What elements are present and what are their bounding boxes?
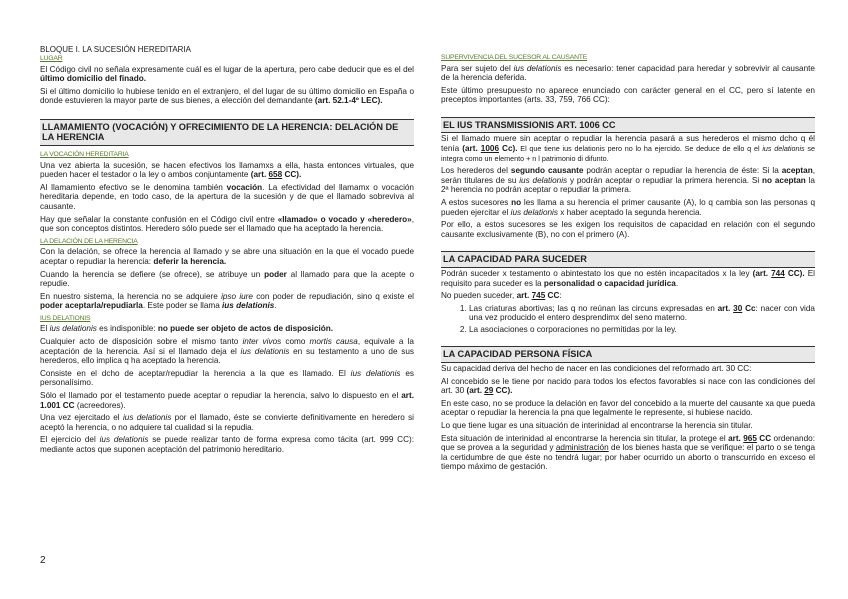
paragraph: El Código civil no señala expresamente cuál es el lugar de la apertura, pero cabe deducir que es el del último domicilio del finado. [40, 64, 414, 84]
paragraph: Por ello, a estos sucesores se les exigen los requisitos de capacidad en relación con el segundo causante exclusivamente (B), no con el primero (A). [441, 220, 815, 239]
list-item: 1. Las criaturas abortivas; las q no reúnan las circuns expresadas en art. 30 Cc: nacer con vida una vez producido el entero desprendimx del seno materno. [469, 304, 815, 323]
list-item: 2. La asociaciones o corporaciones no permitidas por la ley. [469, 325, 815, 335]
paragraph: Los herederos del segundo causante podrán aceptar o repudiar la herencia de éste: Si la aceptan, serán titulares de su ius delationis y podrán aceptar o repudiar la primera herencia. Si no aceptan la 2ª herencia no podrán aceptar o repudiar la primera. [441, 166, 815, 195]
paragraph: Este último presupuesto no aparece enunciado con carácter general en el CC, pero sí latente en preceptos importantes (arts. 33, 759, 766 CC): [441, 85, 815, 105]
paragraph: Su capacidad deriva del hecho de nacer en las condiciones del reformado art. 30 CC: [441, 363, 752, 373]
paragraph: Para ser sujeto del ius delationis es necesario: tener capacidad para heredar y sobrevivir al causante de la herencia deferida. [441, 63, 815, 83]
paragraph: Al concebido se le tiene por nacido para todos los efectos favorables si nace con las condiciones del art. 30 (art. 29 CC). [441, 376, 815, 396]
paragraph: No pueden suceder, art. 745 CC: [441, 291, 562, 301]
section-box-ius-transmissionis: EL IUS TRANSMISSIONIS ART. 1006 CC [441, 117, 815, 134]
page-number: 2 [40, 555, 46, 566]
paragraph: Sólo el llamado por el testamento puede aceptar o repudiar la herencia, salvo lo dispuesto en el art. 1.001 CC (acreedores). [40, 391, 414, 410]
paragraph: Hay que señalar la constante confusión en el Código civil entre «llamado» o vocado y «heredero», que son conceptos distintos. Heredero sólo puede ser el llamado que ha aceptado la herencia. [40, 214, 414, 234]
paragraph: Podrán suceder x testamento o abintestato los que no estén incapacitados x la ley (art. 744 CC). El requisito para suceder es la personalidad o capacidad jurídica. [441, 268, 815, 288]
paragraph: Cualquier acto de disposición sobre el mismo tanto inter vivos como mortis causa, equivale a la aceptación de la herencia. Así si el llamado deja el ius delationis en su testamento a uno de sus herederos, ello implica q ha aceptado la herencia. [40, 337, 415, 366]
section-box-llamamiento: LLAMAMIENTO (VOCACIÓN) Y OFRECIMIENTO DE LA HERENCIA: DELACIÓN DE LA HERENCIA [40, 119, 414, 146]
paragraph: Al llamamiento efectivo se le denomina también vocación. La efectividad del llamamx o vocación hereditaria depende, en todo caso, de la apertura de la sucesión y de que el llamado sobreviva al causante. [40, 182, 414, 211]
paragraph: En nuestro sistema, la herencia no se adquiere ipso iure con poder de repudiación, sino q existe el poder aceptarla/repudiarla. Este poder se llama ius delationis. [40, 291, 415, 311]
paragraph: Con la delación, se ofrece la herencia al llamado y se abre una situación en la que el vocado puede aceptar o repudiar la herencia: deferir la herencia. [40, 247, 414, 266]
paragraph: Cuando la herencia se defiere (se ofrece), se atribuye un poder al llamado para que la acepte o repudie. [40, 269, 414, 289]
left-column [40, 0, 414, 458]
right-column [441, 0, 815, 475]
paragraph: Esta situación de interinidad al encontrarse la herencia sin titular, la protege el art. 965 CC ordenando: que se provea a la seguridad y administración de los bienes hasta que se verifique: el parto o se tenga la certidumbre de que éste no tendrá lugar; por haber ocurrido un aborto o transcurrido en exceso el tiempo máximo de gestación. [441, 433, 816, 472]
paragraph: A estos sucesores no les llama a su herencia el primer causante (A), lo q cambia son las personas q pueden ejercitar el ius delationis x haber aceptado la segunda herencia. [441, 198, 816, 217]
section-heading-vocacion: LA VOCACIÓN HEREDITARIA [40, 150, 129, 158]
paragraph: En este caso, no se produce la delación en favor del concebido a la muerte del causante xa que pueda aceptar o repudiar la herencia la pna que legalmente le represente, si hubiese nacido. [441, 398, 815, 418]
paragraph: Si el último domicilio lo hubiese tenido en el extranjero, el del lugar de su último domicilio en España o donde estuvieren la mayor parte de sus bienes, a elección del demandante (art. 52.1-4º LEC). [40, 86, 414, 106]
numbered-list [441, 304, 815, 335]
paragraph: Una vez abierta la sucesión, se hacen efectivos los llamamxs a ella, hasta entonces virtuales, que pueden hacer el testador o la ley o ambos conjuntamente (art. 658 CC). [40, 160, 414, 180]
paragraph: Si el llamado muere sin aceptar o repudiar la herencia pasará a sus herederos el mismo dcho q él tenía (art. 1006 Cc). El que tiene ius delationis pero no lo ha ejercido. Se deduce de ello q el ius delationis se integra como un elemento + n l patrimonio di difunto. [441, 134, 815, 163]
paragraph: El ius delationis es indisponible: no puede ser objeto de actos de disposición. [40, 324, 334, 334]
section-heading-supervivencia: SUPERVIVENCIA DEL SUCESOR AL CAUSANTE [441, 54, 588, 61]
section-heading-lugar: LUGAR [40, 55, 63, 62]
running-header: BLOQUE I. LA SUCESIÓN HEREDITARIA [40, 45, 191, 54]
section-box-capacidad-suceder: LA CAPACIDAD PARA SUCEDER [441, 251, 815, 268]
paragraph: Una vez ejercitado el ius delationis por el llamado, éste se convierte definitivamente en heredero si aceptó la herencia, o no adquiere tal cualidad si la repudia. [40, 413, 414, 432]
section-box-capacidad-fisica: LA CAPACIDAD PERSONA FÍSICA [441, 346, 815, 363]
paragraph: El ejercicio del ius delationis se puede realizar tanto de forma expresa como tácita (art. 999 CC): mediante actos que suponen aceptación del patrimonio hereditario. [40, 435, 414, 454]
section-heading-delacion: LA DELACIÓN DE LA HERENCIA [40, 237, 138, 245]
section-heading-ius-delationis: IUS DELATIONIS [40, 314, 91, 322]
paragraph: Consiste en el dcho de aceptar/repudiar la herencia a la que es llamado. El ius delationis es personalísimo. [40, 368, 414, 388]
paragraph: Lo que tiene lugar es una situación de interinidad al encontrarse la herencia sin titular. [441, 420, 753, 430]
